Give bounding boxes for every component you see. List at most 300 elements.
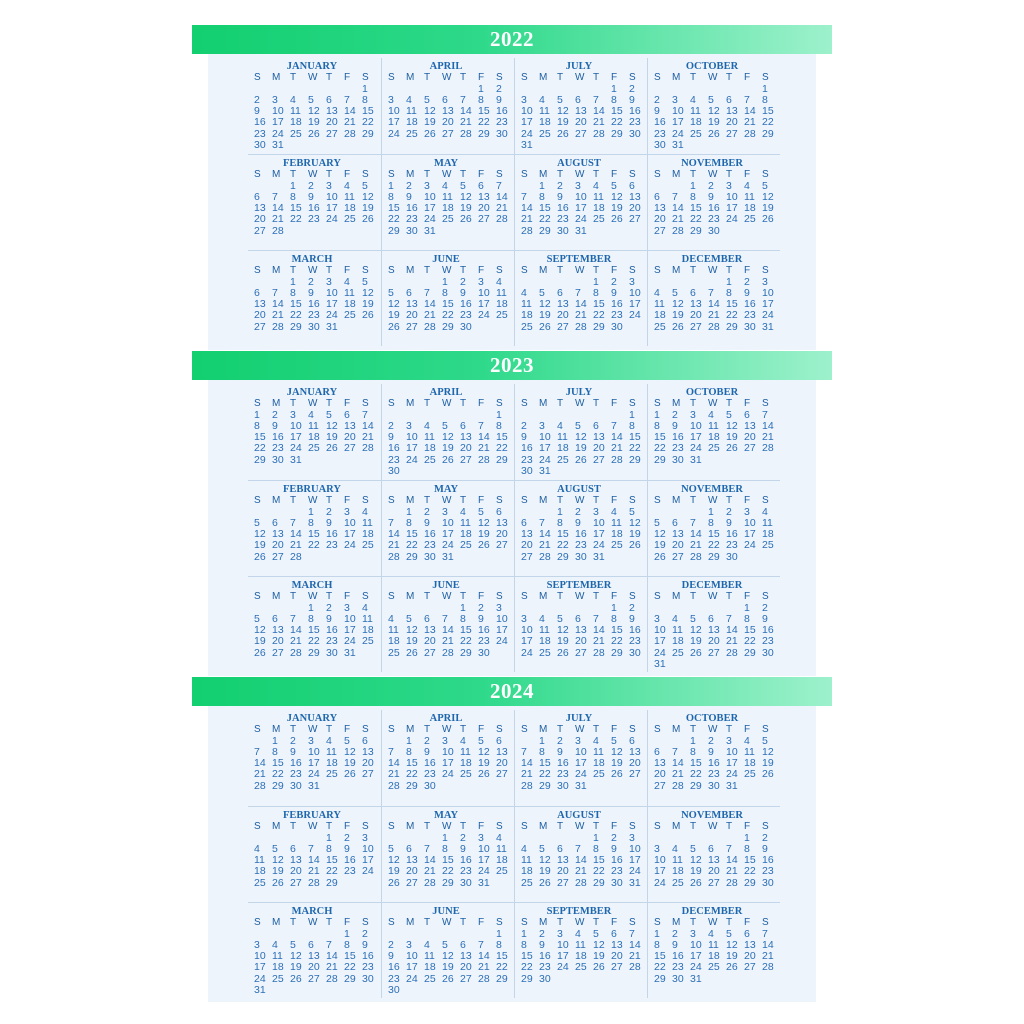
day-number: 17 xyxy=(744,528,756,541)
day-number: 5 xyxy=(629,505,635,518)
day-number: 2 xyxy=(762,601,768,614)
weekday-label: S xyxy=(629,724,636,735)
day-number xyxy=(362,552,380,563)
day-number: 18 xyxy=(344,202,356,215)
weekday-label: S xyxy=(388,821,395,832)
day-number xyxy=(326,781,344,792)
month-name: NOVEMBER xyxy=(681,484,743,495)
month-name: NOVEMBER xyxy=(681,810,743,821)
week-row xyxy=(521,322,647,333)
day-number: 26 xyxy=(388,876,400,889)
weekday-label: W xyxy=(708,724,718,735)
day-number: 24 xyxy=(726,768,738,781)
day-number: 17 xyxy=(726,202,738,215)
day-number: 29 xyxy=(290,320,302,333)
weekday-label: T xyxy=(726,591,733,602)
week-row xyxy=(388,552,514,563)
weekday-label: S xyxy=(362,591,369,602)
day-number: 1 xyxy=(290,275,296,288)
weekday-label: F xyxy=(478,169,485,180)
day-number: 27 xyxy=(521,550,533,563)
week-row xyxy=(521,129,647,140)
day-number: 29 xyxy=(762,127,774,140)
week-row xyxy=(254,962,380,973)
day-number: 13 xyxy=(460,431,472,444)
day-number: 3 xyxy=(424,179,430,192)
month-name: JUNE xyxy=(432,254,460,265)
day-number xyxy=(460,552,478,563)
day-number: 31 xyxy=(690,972,702,985)
day-number: 13 xyxy=(478,190,490,203)
day-number: 11 xyxy=(708,938,719,951)
day-number: 15 xyxy=(308,624,320,637)
day-number: 25 xyxy=(496,309,508,322)
weekday-label: T xyxy=(726,917,733,928)
weekday-label: S xyxy=(496,724,503,735)
weekday-label: S xyxy=(254,265,261,276)
weekday-header xyxy=(654,398,780,409)
day-number: 22 xyxy=(290,309,302,322)
month-june xyxy=(381,902,514,998)
day-number: 10 xyxy=(575,745,587,758)
day-number: 27 xyxy=(708,646,720,659)
day-number: 18 xyxy=(496,298,508,311)
day-number: 22 xyxy=(254,442,266,455)
day-number: 23 xyxy=(362,961,374,974)
week-row xyxy=(254,443,380,454)
week-row xyxy=(254,214,380,225)
day-number: 10 xyxy=(406,950,418,963)
weekday-label: M xyxy=(272,917,281,928)
day-number: 12 xyxy=(362,286,374,299)
day-number: 27 xyxy=(629,213,641,226)
day-number: 19 xyxy=(557,116,569,129)
day-number: 7 xyxy=(460,93,466,106)
day-number: 20 xyxy=(708,635,720,648)
day-number: 25 xyxy=(406,127,418,140)
day-number: 26 xyxy=(442,453,454,466)
day-number: 27 xyxy=(672,550,684,563)
day-number: 9 xyxy=(308,190,314,203)
day-number: 17 xyxy=(539,442,551,455)
day-number: 4 xyxy=(575,927,581,940)
day-number: 8 xyxy=(496,419,502,432)
day-number: 6 xyxy=(496,505,502,518)
weekday-label: W xyxy=(308,821,318,832)
day-number: 27 xyxy=(460,453,472,466)
day-number: 20 xyxy=(406,309,418,322)
week-row xyxy=(654,140,780,151)
day-number: 18 xyxy=(654,309,666,322)
day-number: 4 xyxy=(744,179,750,192)
day-number: 24 xyxy=(744,539,756,552)
week-row xyxy=(388,214,514,225)
day-number: 17 xyxy=(557,950,569,963)
day-number: 7 xyxy=(575,286,581,299)
year-block-2022 xyxy=(192,25,832,350)
day-number: 29 xyxy=(744,876,756,889)
day-number: 20 xyxy=(308,961,320,974)
day-number: 25 xyxy=(593,768,605,781)
day-number: 28 xyxy=(272,320,284,333)
day-number: 8 xyxy=(744,612,750,625)
year-block-2024 xyxy=(192,677,832,1002)
day-number: 7 xyxy=(539,516,545,529)
weekday-label: T xyxy=(726,398,733,409)
day-number: 23 xyxy=(478,635,490,648)
week-row xyxy=(654,636,780,647)
day-number: 21 xyxy=(762,950,774,963)
day-number: 29 xyxy=(593,320,605,333)
day-number: 10 xyxy=(744,516,756,529)
weekday-label: F xyxy=(344,821,351,832)
weekday-label: S xyxy=(388,495,395,506)
day-number: 13 xyxy=(496,745,508,758)
weekday-header xyxy=(254,72,380,83)
month-name: MARCH xyxy=(291,254,333,265)
day-number xyxy=(460,985,478,996)
day-number: 2 xyxy=(308,275,314,288)
day-number: 7 xyxy=(388,516,394,529)
day-number: 12 xyxy=(762,745,774,758)
day-number: 21 xyxy=(521,768,533,781)
weekday-label: M xyxy=(672,724,681,735)
day-number: 14 xyxy=(575,298,587,311)
day-number: 28 xyxy=(708,320,720,333)
day-number: 9 xyxy=(478,612,484,625)
weekday-label: S xyxy=(254,917,261,928)
day-number: 24 xyxy=(690,442,702,455)
day-number: 21 xyxy=(388,768,400,781)
weekday-label: T xyxy=(557,265,564,276)
week-row xyxy=(654,322,780,333)
day-number: 25 xyxy=(424,453,436,466)
day-number: 25 xyxy=(539,127,551,140)
day-number: 16 xyxy=(611,298,623,311)
year-title: 2022 xyxy=(192,25,832,54)
day-number: 4 xyxy=(672,612,678,625)
day-number: 26 xyxy=(629,539,641,552)
day-number xyxy=(478,985,496,996)
day-number: 16 xyxy=(478,624,490,637)
weekday-label: M xyxy=(406,169,415,180)
day-number: 18 xyxy=(672,635,684,648)
day-number: 10 xyxy=(272,105,284,118)
day-number: 13 xyxy=(708,854,720,867)
day-number: 1 xyxy=(460,601,466,614)
day-number: 22 xyxy=(496,961,508,974)
day-number xyxy=(744,974,762,985)
weekday-header xyxy=(654,591,780,602)
weekday-label: W xyxy=(575,72,585,83)
day-number: 30 xyxy=(726,550,738,563)
weekday-label: T xyxy=(460,724,467,735)
day-number: 1 xyxy=(557,505,563,518)
day-number: 15 xyxy=(557,528,569,541)
day-number: 26 xyxy=(575,453,587,466)
day-number: 16 xyxy=(672,431,684,444)
weekday-label: W xyxy=(575,398,585,409)
weekday-label: F xyxy=(611,724,618,735)
day-number: 10 xyxy=(690,419,702,432)
day-number: 19 xyxy=(344,757,356,770)
weekday-label: T xyxy=(424,72,431,83)
weekday-label: S xyxy=(496,917,503,928)
weekday-label: T xyxy=(424,265,431,276)
day-number: 6 xyxy=(272,516,278,529)
day-number: 10 xyxy=(654,854,666,867)
week-row xyxy=(654,117,780,128)
day-number: 1 xyxy=(344,927,350,940)
day-number: 5 xyxy=(611,179,617,192)
day-number: 15 xyxy=(388,202,400,215)
weekday-label: W xyxy=(575,821,585,832)
day-number: 6 xyxy=(290,842,296,855)
day-number: 28 xyxy=(611,453,623,466)
day-number: 11 xyxy=(496,286,507,299)
day-number: 3 xyxy=(575,734,581,747)
day-number: 19 xyxy=(708,116,720,129)
month-name: APRIL xyxy=(429,387,463,398)
day-number: 14 xyxy=(290,528,302,541)
week-row xyxy=(254,648,380,659)
day-number: 17 xyxy=(406,961,418,974)
day-number: 27 xyxy=(290,876,302,889)
weekday-label: M xyxy=(672,169,681,180)
day-number: 3 xyxy=(744,505,750,518)
day-number: 31 xyxy=(690,453,702,466)
day-number: 14 xyxy=(388,528,400,541)
day-number: 7 xyxy=(388,745,394,758)
day-number: 21 xyxy=(272,213,284,226)
day-number: 21 xyxy=(744,116,756,129)
day-number: 11 xyxy=(460,745,471,758)
day-number: 4 xyxy=(593,734,599,747)
weekday-label: M xyxy=(272,821,281,832)
day-number: 18 xyxy=(708,431,720,444)
day-number xyxy=(762,659,780,670)
day-number: 21 xyxy=(424,865,436,878)
weekday-label: S xyxy=(521,591,528,602)
day-number: 2 xyxy=(344,831,350,844)
day-number: 23 xyxy=(496,116,508,129)
month-may xyxy=(381,480,514,576)
day-number: 2 xyxy=(672,408,678,421)
week-row xyxy=(521,140,647,151)
day-number: 21 xyxy=(593,116,605,129)
day-number xyxy=(344,781,362,792)
day-number: 10 xyxy=(388,105,400,118)
day-number: 3 xyxy=(326,275,332,288)
day-number: 15 xyxy=(460,624,472,637)
day-number: 12 xyxy=(362,190,374,203)
weekday-label: S xyxy=(496,821,503,832)
day-number: 9 xyxy=(496,93,502,106)
weekday-label: W xyxy=(442,72,452,83)
day-number: 16 xyxy=(708,202,720,215)
day-number: 24 xyxy=(326,213,338,226)
day-number: 19 xyxy=(442,961,454,974)
day-number: 8 xyxy=(460,612,466,625)
week-row xyxy=(254,117,380,128)
day-number: 16 xyxy=(708,757,720,770)
day-number: 10 xyxy=(326,286,338,299)
day-number: 7 xyxy=(424,842,430,855)
day-number: 17 xyxy=(344,528,356,541)
day-number: 20 xyxy=(272,539,284,552)
day-number xyxy=(442,226,460,237)
day-number: 8 xyxy=(442,842,448,855)
day-number: 1 xyxy=(690,734,696,747)
day-number: 17 xyxy=(496,624,508,637)
day-number: 17 xyxy=(478,854,490,867)
day-number: 22 xyxy=(344,961,356,974)
day-number: 17 xyxy=(762,298,774,311)
day-number: 15 xyxy=(442,298,454,311)
day-number: 26 xyxy=(272,876,284,889)
day-number: 2 xyxy=(611,831,617,844)
weekday-label: S xyxy=(388,917,395,928)
day-number: 31 xyxy=(672,139,684,151)
month-name: FEBRUARY xyxy=(283,810,341,821)
day-number: 3 xyxy=(575,179,581,192)
weekday-label: T xyxy=(290,72,297,83)
day-number: 3 xyxy=(406,419,412,432)
day-number xyxy=(308,140,326,151)
weekday-label: M xyxy=(539,265,548,276)
day-number: 28 xyxy=(326,972,338,985)
day-number: 19 xyxy=(672,309,684,322)
day-number: 5 xyxy=(762,734,768,747)
day-number: 19 xyxy=(762,757,774,770)
day-number: 27 xyxy=(654,779,666,792)
day-number: 4 xyxy=(290,93,296,106)
day-number: 12 xyxy=(424,105,436,118)
day-number: 12 xyxy=(539,854,551,867)
day-number: 11 xyxy=(254,854,265,867)
day-number: 19 xyxy=(388,309,400,322)
day-number: 12 xyxy=(272,854,284,867)
day-number: 30 xyxy=(521,465,533,477)
day-number: 27 xyxy=(344,442,356,455)
weekday-label: S xyxy=(762,169,769,180)
year-title: 2024 xyxy=(192,677,832,706)
day-number: 18 xyxy=(611,528,623,541)
day-number: 15 xyxy=(254,431,266,444)
day-number: 8 xyxy=(690,190,696,203)
month-name: DECEMBER xyxy=(681,580,743,591)
day-number: 28 xyxy=(762,442,774,455)
month-february xyxy=(248,154,381,250)
month-october xyxy=(647,384,780,480)
day-number: 8 xyxy=(539,745,545,758)
week-row xyxy=(254,974,380,985)
day-number: 11 xyxy=(460,516,471,529)
day-number: 28 xyxy=(362,442,374,455)
day-number: 22 xyxy=(460,635,472,648)
day-number: 24 xyxy=(557,961,569,974)
day-number: 7 xyxy=(611,419,617,432)
weekday-header xyxy=(254,917,380,928)
week-row xyxy=(654,552,780,563)
day-number: 22 xyxy=(744,865,756,878)
week-row xyxy=(521,636,647,647)
day-number: 6 xyxy=(557,842,563,855)
day-number: 10 xyxy=(629,842,641,855)
day-number: 19 xyxy=(575,442,587,455)
day-number: 24 xyxy=(575,213,587,226)
day-number: 25 xyxy=(708,961,720,974)
day-number xyxy=(478,781,496,792)
day-number: 28 xyxy=(442,646,454,659)
day-number: 29 xyxy=(690,224,702,237)
day-number: 18 xyxy=(362,624,374,637)
day-number: 20 xyxy=(654,213,666,226)
day-number: 19 xyxy=(254,539,266,552)
day-number xyxy=(708,140,726,151)
day-number: 12 xyxy=(442,950,454,963)
day-number: 28 xyxy=(575,320,587,333)
day-number: 13 xyxy=(557,298,569,311)
weekday-label: T xyxy=(326,265,333,276)
day-number: 3 xyxy=(521,612,527,625)
day-number: 14 xyxy=(272,298,284,311)
day-number: 3 xyxy=(308,734,314,747)
day-number: 24 xyxy=(521,646,533,659)
day-number: 13 xyxy=(496,516,508,529)
month-november xyxy=(647,806,780,902)
day-number: 23 xyxy=(557,768,569,781)
month-january xyxy=(248,58,381,154)
day-number: 31 xyxy=(290,453,302,466)
weekday-header xyxy=(388,265,514,276)
day-number: 6 xyxy=(708,612,714,625)
day-number: 2 xyxy=(326,601,332,614)
weekday-label: F xyxy=(478,917,485,928)
day-number xyxy=(762,140,780,151)
day-number: 14 xyxy=(593,105,605,118)
weekday-label: M xyxy=(539,821,548,832)
day-number: 1 xyxy=(611,601,617,614)
day-number: 28 xyxy=(629,961,641,974)
day-number: 16 xyxy=(308,298,320,311)
day-number: 4 xyxy=(708,408,714,421)
day-number: 18 xyxy=(326,757,338,770)
day-number: 21 xyxy=(593,635,605,648)
day-number: 31 xyxy=(762,320,774,333)
week-row xyxy=(254,552,380,563)
day-number: 12 xyxy=(442,431,454,444)
day-number: 10 xyxy=(344,612,356,625)
day-number: 6 xyxy=(460,938,466,951)
day-number: 14 xyxy=(460,105,472,118)
day-number: 14 xyxy=(762,938,774,951)
weekday-label: T xyxy=(557,591,564,602)
weekday-label: M xyxy=(539,72,548,83)
day-number: 8 xyxy=(406,516,412,529)
day-number: 27 xyxy=(442,127,454,140)
weekday-label: T xyxy=(290,495,297,506)
day-number: 16 xyxy=(629,624,641,637)
day-number: 27 xyxy=(254,224,266,237)
day-number: 30 xyxy=(654,139,666,151)
day-number: 6 xyxy=(744,927,750,940)
day-number xyxy=(496,466,514,477)
day-number: 24 xyxy=(654,876,666,889)
day-number: 15 xyxy=(744,854,756,867)
day-number: 24 xyxy=(762,309,774,322)
day-number: 18 xyxy=(344,298,356,311)
